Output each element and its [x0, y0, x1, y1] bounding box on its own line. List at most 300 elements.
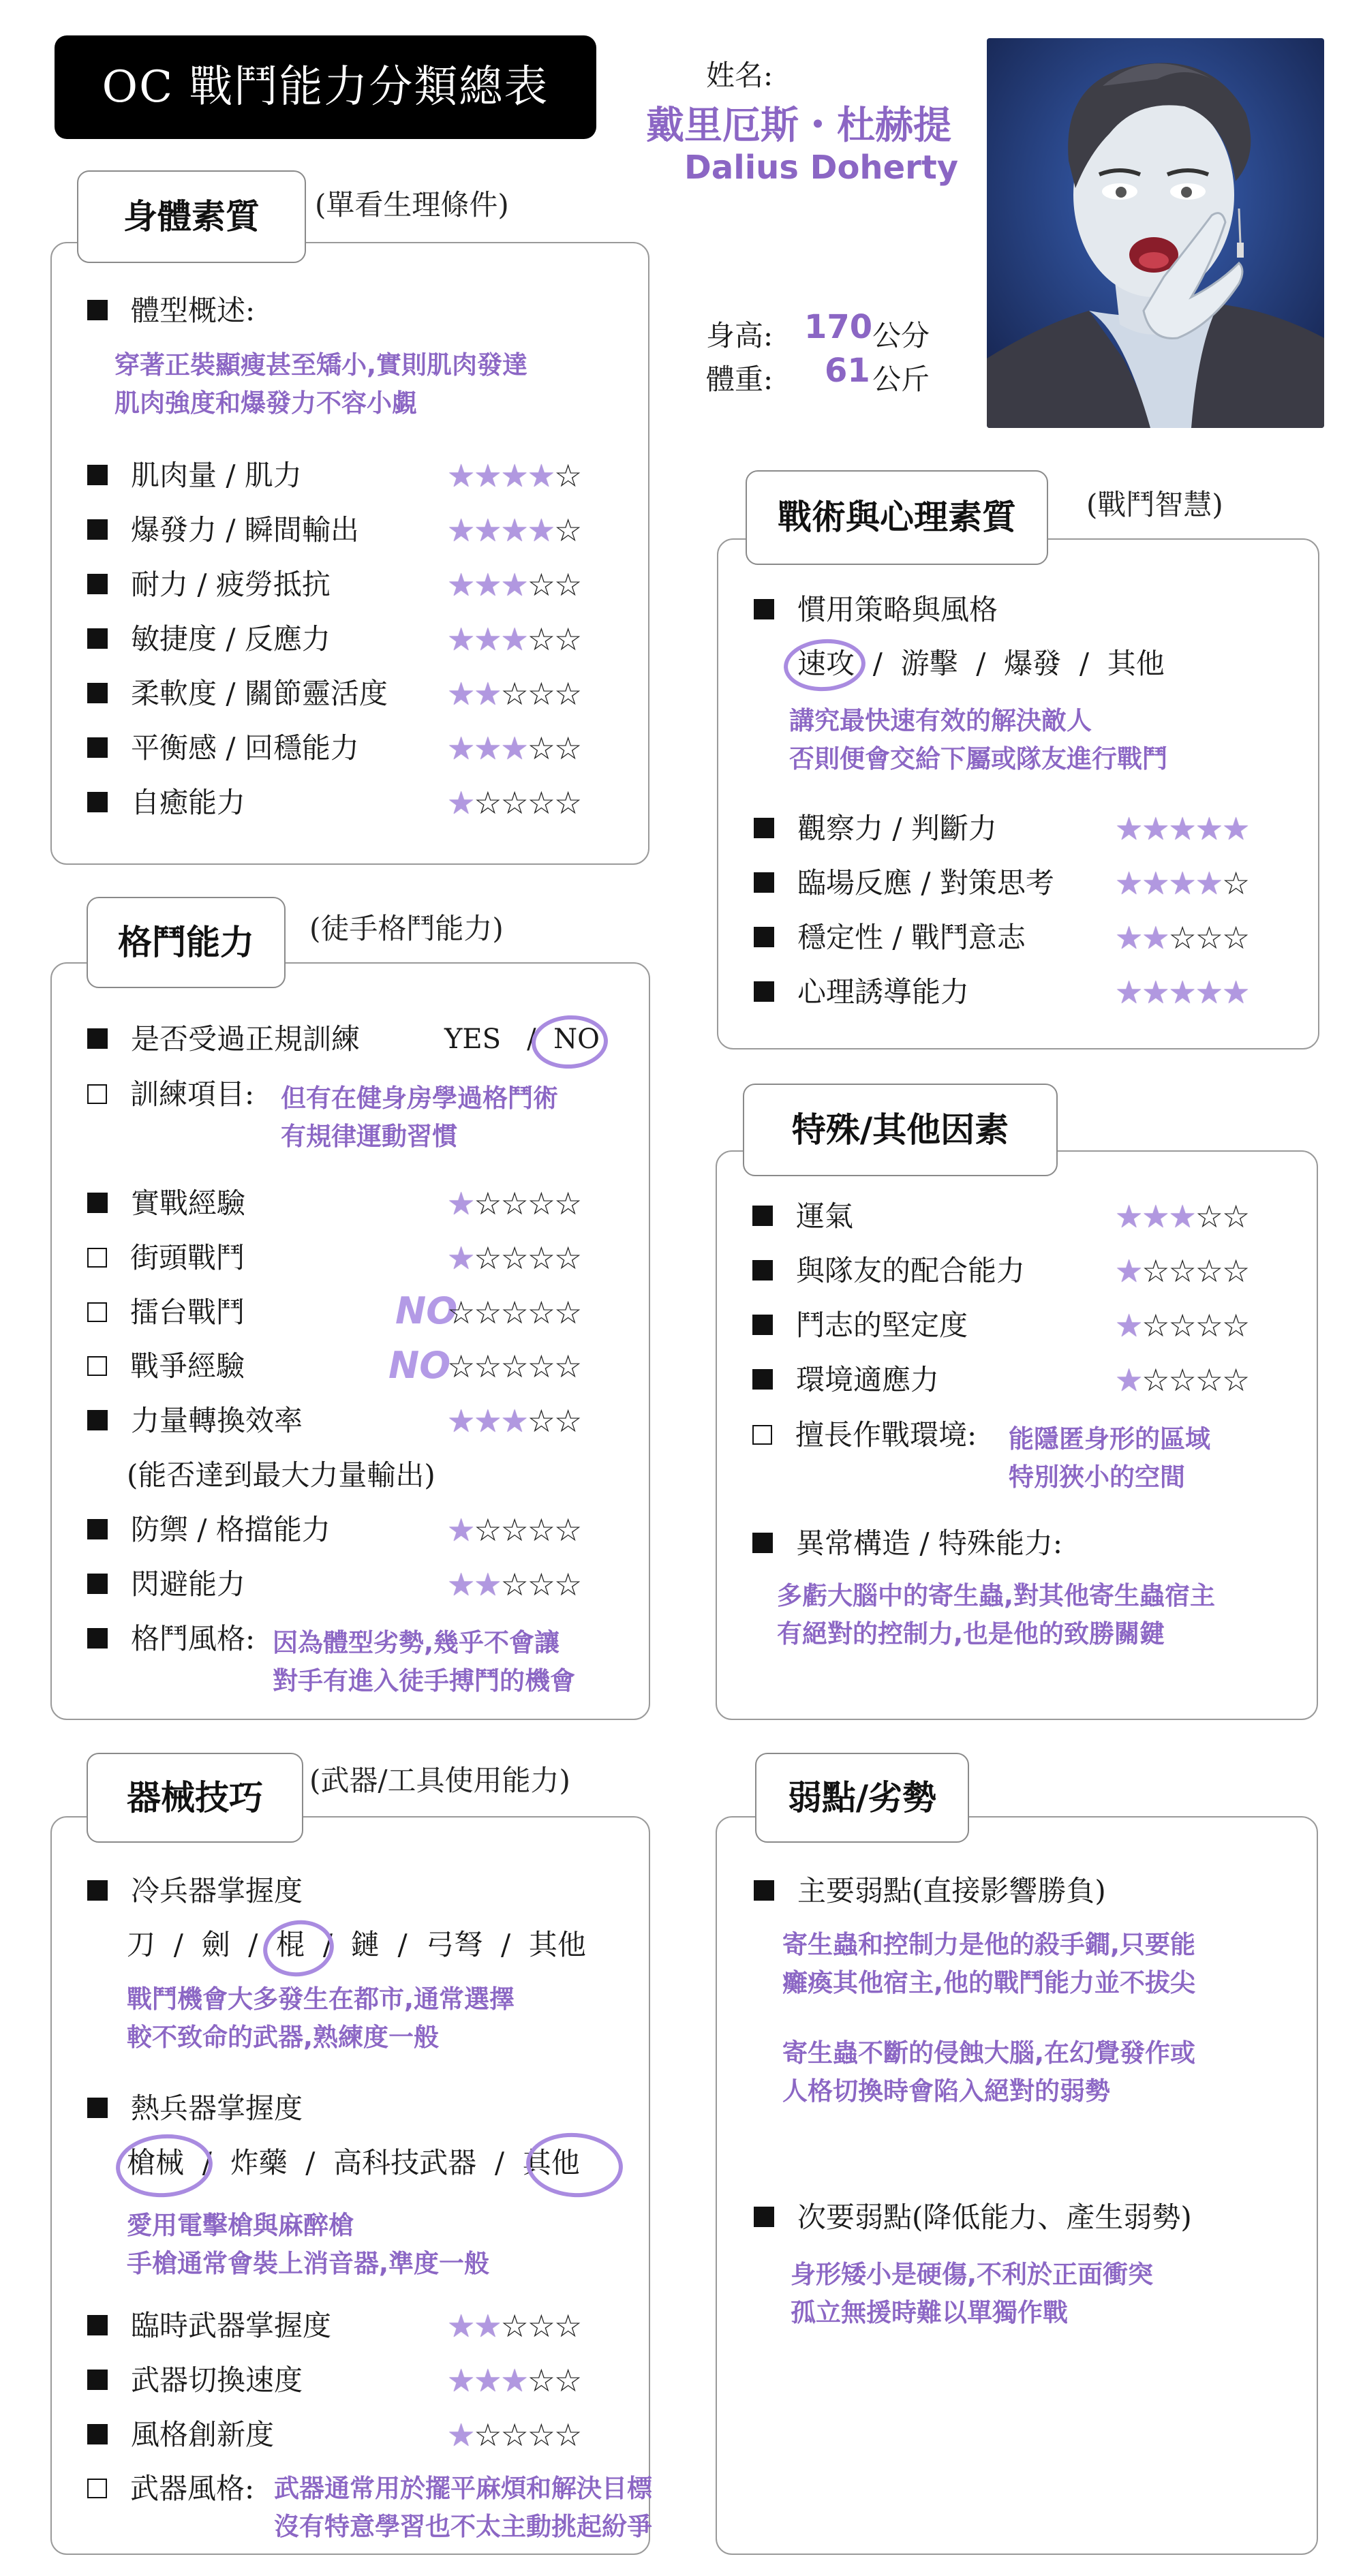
cold-weapon-options [127, 1926, 586, 1964]
rating-label: 觀察力 / 判斷力 [797, 812, 997, 845]
star-empty-icon: ☆ [527, 2362, 554, 2399]
star-filled-icon: ★ [1115, 1307, 1142, 1344]
star-empty-icon: ☆ [554, 1512, 581, 1548]
star-empty-icon: ☆ [500, 1566, 527, 1603]
star-empty-icon: ☆ [554, 730, 581, 767]
bullet-icon [87, 2424, 108, 2444]
option-separator: / [501, 1928, 511, 1961]
checkbox-icon [87, 1356, 107, 1376]
rating-label: 與隊友的配合能力 [796, 1254, 1026, 1287]
strategy-row [754, 591, 998, 629]
rating-label: 心理誘導能力 [797, 975, 970, 1009]
body-shape-desc [114, 346, 527, 423]
option-separator: / [173, 1928, 183, 1961]
rating-row [87, 457, 302, 495]
star-filled-icon: ★ [1222, 810, 1249, 847]
star-empty-icon: ☆ [554, 784, 581, 821]
star-empty-icon: ☆ [1195, 1362, 1222, 1398]
weight-label: 體重: [706, 363, 774, 396]
body-shape-desc-line: 肌肉強度和爆發力不容小覷 [114, 388, 417, 418]
strategy-option: 爆發 [1004, 647, 1062, 680]
main-weakness-desc-line: 寄生蟲和控制力是他的殺手鐧,只要能 [782, 1930, 1196, 1959]
rating-stars [447, 1184, 581, 1223]
star-filled-icon: ★ [1142, 919, 1169, 956]
option-separator: / [202, 2146, 212, 2179]
star-empty-icon: ☆ [1222, 1362, 1249, 1398]
star-empty-icon: ☆ [1222, 919, 1249, 956]
main-weakness-desc-1 [782, 1926, 1195, 2002]
rating-label: 武器切換速度 [131, 2363, 303, 2397]
ability-desc-line: 有絕對的控制力,也是他的致勝關鍵 [777, 1619, 1165, 1649]
body-section-tab: 身體素質 [77, 170, 306, 263]
fight-style-desc-line: 因為體型劣勢,幾乎不會讓 [273, 1628, 560, 1657]
option-separator: / [494, 2146, 505, 2179]
hot-weapon-desc [127, 2207, 489, 2283]
strategy-desc-line: 否則便會交給下屬或隊友進行戰鬥 [789, 744, 1167, 773]
star-filled-icon: ★ [1195, 865, 1222, 902]
rating-label: 實戰經驗 [131, 1186, 246, 1220]
star-filled-icon: ★ [500, 621, 527, 658]
rating-label: 風格創新度 [131, 2418, 275, 2451]
star-empty-icon: ☆ [500, 784, 527, 821]
main-weakness-desc-line: 人格切換時會陷入絕對的弱勢 [782, 2076, 1110, 2106]
bullet-icon [754, 1880, 774, 1901]
star-empty-icon: ☆ [527, 1240, 554, 1276]
training-desc-line: 但有在健身房學過格鬥術 [281, 1084, 558, 1113]
rating-stars [1115, 1361, 1249, 1399]
bullet-icon [754, 927, 774, 947]
body-section-card [50, 242, 649, 865]
star-filled-icon: ★ [474, 1402, 501, 1439]
power-label: 力量轉換效率 [131, 1404, 303, 1437]
minor-weakness-desc [791, 2256, 1153, 2332]
cold-weapon-label: 冷兵器掌握度 [131, 1874, 303, 1907]
star-filled-icon: ★ [1142, 865, 1169, 902]
rating-row [752, 1252, 1025, 1290]
fight-section-note: (徒手格鬥能力) [309, 912, 504, 945]
war-stars: ☆☆☆☆☆ [447, 1348, 581, 1385]
weapon-option: 鏈 [350, 1928, 380, 1961]
bullet-icon [752, 1369, 773, 1390]
star-empty-icon: ☆ [527, 1185, 554, 1222]
rating-label: 耐力 / 疲勞抵抗 [131, 568, 331, 601]
star-empty-icon: ☆ [554, 2307, 581, 2344]
bullet-icon [752, 1260, 773, 1281]
option-separator: / [527, 1024, 536, 1055]
star-empty-icon: ☆ [527, 2417, 554, 2453]
weapon-option: 刀 [127, 1928, 156, 1961]
bullet-icon [87, 2098, 108, 2118]
rating-row [87, 2361, 303, 2399]
star-filled-icon: ★ [447, 1402, 474, 1439]
rating-stars [447, 2307, 581, 2345]
star-empty-icon: ☆ [554, 1566, 581, 1603]
star-empty-icon: ☆ [554, 1240, 581, 1276]
minor-weakness-row [754, 2198, 1192, 2237]
fight-style-desc-line: 對手有進入徒手搏鬥的機會 [273, 1666, 575, 1696]
rating-stars [447, 2416, 581, 2454]
power-sub: (能否達到最大力量輸出) [127, 1458, 435, 1492]
rating-row [752, 1197, 853, 1236]
war-no-mark: NO [388, 1344, 451, 1387]
star-filled-icon: ★ [527, 512, 554, 549]
star-filled-icon: ★ [1142, 810, 1169, 847]
rating-row [87, 784, 245, 822]
main-weakness-desc-line: 癱瘓其他宿主,他的戰鬥能力並不拔尖 [782, 1968, 1196, 1997]
star-empty-icon: ☆ [554, 1185, 581, 1222]
power-row [87, 1402, 303, 1440]
option-no: NO [553, 1024, 600, 1055]
option-separator: / [1079, 647, 1090, 680]
cold-weapon-desc-line: 戰鬥機會大多發生在都市,通常選擇 [127, 1984, 515, 2014]
rating-stars [1115, 1306, 1249, 1345]
strategy-desc [789, 702, 1167, 778]
rating-row [87, 729, 359, 767]
power-stars [447, 1402, 581, 1440]
star-empty-icon: ☆ [474, 1185, 501, 1222]
rating-label: 平衡感 / 回穩能力 [131, 731, 359, 765]
star-filled-icon: ★ [1115, 1253, 1142, 1289]
rating-stars [1115, 810, 1249, 848]
cold-weapon-desc [127, 1980, 515, 2057]
rating-stars [1115, 1252, 1249, 1290]
env-desc [1009, 1420, 1210, 1497]
star-empty-icon: ☆ [1195, 919, 1222, 956]
training-desc-line: 有規律運動習慣 [281, 1122, 457, 1151]
bullet-icon [87, 519, 108, 540]
star-filled-icon: ★ [1115, 919, 1142, 956]
star-filled-icon: ★ [447, 2417, 474, 2453]
strategy-option: 速攻 [797, 647, 855, 680]
star-filled-icon: ★ [474, 621, 501, 658]
rating-row [87, 2416, 274, 2454]
tactics-section-note: (戰鬥智慧) [1086, 488, 1223, 521]
bullet-icon [87, 465, 108, 485]
star-filled-icon: ★ [1115, 865, 1142, 902]
war-label: 戰爭經驗 [130, 1349, 245, 1383]
star-filled-icon: ★ [447, 1185, 474, 1222]
height-unit: 公分 [872, 319, 930, 352]
dodge-stars [447, 1565, 581, 1604]
bullet-icon [87, 2370, 108, 2390]
bullet-icon [87, 1519, 108, 1539]
star-filled-icon: ★ [1168, 810, 1195, 847]
env-desc-line: 特別狹小的空間 [1009, 1462, 1185, 1492]
star-empty-icon: ☆ [1195, 1307, 1222, 1344]
star-filled-icon: ★ [447, 1240, 474, 1276]
rating-stars [447, 566, 581, 604]
rating-row [752, 1361, 939, 1399]
weapon-style-desc-line: 武器通常用於擺平麻煩和解決目標 [274, 2474, 652, 2503]
star-filled-icon: ★ [447, 1512, 474, 1548]
rating-stars [447, 729, 581, 767]
strategy-option: 其他 [1107, 647, 1165, 680]
star-filled-icon: ★ [1115, 1362, 1142, 1398]
weapon-option: 其他 [522, 2146, 580, 2179]
bullet-icon [754, 2207, 774, 2227]
option-separator: / [305, 2146, 316, 2179]
bullet-icon [754, 872, 774, 893]
star-empty-icon: ☆ [1222, 865, 1249, 902]
bullet-icon [87, 628, 108, 649]
star-filled-icon: ★ [1195, 810, 1222, 847]
main-weakness-desc-line: 寄生蟲不斷的侵蝕大腦,在幻覺發作或 [782, 2038, 1196, 2068]
star-empty-icon: ☆ [554, 2417, 581, 2453]
height-value: 170 [804, 308, 873, 346]
weapon-option: 槍械 [127, 2146, 185, 2179]
star-filled-icon: ★ [447, 2362, 474, 2399]
bullet-icon [87, 683, 108, 703]
rating-stars [1115, 1197, 1249, 1236]
star-empty-icon: ☆ [554, 512, 581, 549]
strategy-option: 游擊 [900, 647, 958, 680]
dodge-label: 閃避能力 [131, 1567, 246, 1601]
character-name-en: Dalius Doherty [684, 149, 959, 187]
weapon-style-label: 武器風格: [130, 2472, 255, 2505]
weapon-option: 劍 [201, 1928, 230, 1961]
star-filled-icon: ★ [447, 512, 474, 549]
bullet-icon [87, 1628, 108, 1649]
star-empty-icon: ☆ [474, 784, 501, 821]
star-empty-icon: ☆ [1222, 1198, 1249, 1235]
star-empty-icon: ☆ [554, 2362, 581, 2399]
star-empty-icon: ☆ [527, 730, 554, 767]
star-empty-icon: ☆ [1222, 1253, 1249, 1289]
weapon-option: 其他 [528, 1928, 586, 1961]
name-label: 姓名: [706, 59, 774, 92]
body-shape-desc-line: 穿著正裝顯瘦甚至矯小,實則肌肉發達 [114, 350, 528, 380]
rating-stars [1115, 919, 1249, 957]
star-filled-icon: ★ [500, 2362, 527, 2399]
rating-row [87, 566, 331, 604]
arena-stars: ☆☆☆☆☆ [447, 1294, 581, 1331]
star-empty-icon: ☆ [500, 1240, 527, 1276]
star-filled-icon: ★ [447, 675, 474, 712]
rating-stars [447, 1239, 581, 1277]
star-empty-icon: ☆ [527, 784, 554, 821]
star-empty-icon: ☆ [1168, 1307, 1195, 1344]
defense-stars [447, 1511, 581, 1549]
main-weakness-row [754, 1872, 1106, 1910]
star-empty-icon: ☆ [1142, 1362, 1169, 1398]
star-filled-icon: ★ [500, 566, 527, 603]
weapon-style-row [87, 2470, 254, 2508]
rating-stars [447, 457, 581, 495]
rating-stars [1115, 864, 1249, 902]
arena-label: 擂台戰鬥 [130, 1295, 245, 1329]
height-label: 身高: [706, 319, 774, 352]
star-filled-icon: ★ [1115, 974, 1142, 1011]
star-filled-icon: ★ [1115, 1198, 1142, 1235]
star-filled-icon: ★ [1195, 974, 1222, 1011]
star-filled-icon: ★ [500, 730, 527, 767]
ability-desc [777, 1577, 1215, 1653]
minor-weakness-label: 次要弱點(降低能力、產生弱勢) [797, 2201, 1192, 2234]
star-empty-icon: ☆ [1195, 1253, 1222, 1289]
rating-label: 穩定性 / 戰鬥意志 [797, 921, 1026, 954]
checkbox-icon [87, 1084, 107, 1104]
rating-label: 臨場反應 / 對策思考 [797, 866, 1054, 900]
star-empty-icon: ☆ [500, 2307, 527, 2344]
star-filled-icon: ★ [474, 2307, 501, 2344]
training-row [87, 1075, 254, 1114]
star-empty-icon: ☆ [1168, 919, 1195, 956]
star-filled-icon: ★ [1142, 1198, 1169, 1235]
checkbox-icon [752, 1425, 772, 1445]
rating-stars [447, 784, 581, 822]
env-row [752, 1416, 977, 1454]
star-empty-icon: ☆ [527, 1512, 554, 1548]
weight-value: 61 [825, 352, 870, 390]
cold-weapon-row [87, 1872, 303, 1910]
star-empty-icon: ☆ [500, 2417, 527, 2453]
bullet-icon [754, 981, 774, 1002]
weapon-option: 棍 [276, 1928, 305, 1961]
star-empty-icon: ☆ [527, 566, 554, 603]
checkbox-icon [87, 1302, 107, 1322]
weapon-section-tab: 器械技巧 [87, 1753, 303, 1843]
star-filled-icon: ★ [1168, 1198, 1195, 1235]
rating-label: 運氣 [796, 1199, 854, 1233]
rating-label: 肌肉量 / 肌力 [131, 459, 302, 492]
star-empty-icon: ☆ [1142, 1307, 1169, 1344]
star-filled-icon: ★ [1115, 810, 1142, 847]
weight-unit: 公斤 [872, 363, 930, 396]
character-name-cn: 戴里厄斯・杜赫提 [646, 104, 951, 148]
weakness-section-tab: 弱點/劣勢 [755, 1753, 969, 1843]
bullet-icon [752, 1206, 773, 1226]
special-section-tab: 特殊/其他因素 [743, 1084, 1058, 1176]
option-separator: / [248, 1928, 258, 1961]
star-empty-icon: ☆ [500, 1512, 527, 1548]
star-empty-icon: ☆ [500, 1185, 527, 1222]
minor-weakness-desc-line: 身形矮小是硬傷,不利於正面衝突 [791, 2260, 1154, 2289]
rating-label: 街頭戰鬥 [130, 1241, 245, 1274]
star-empty-icon: ☆ [554, 1402, 581, 1439]
star-filled-icon: ★ [500, 457, 527, 494]
weapon-style-desc-line: 沒有特意學習也不太主動挑起紛爭 [274, 2512, 652, 2541]
star-filled-icon: ★ [474, 675, 501, 712]
star-empty-icon: ☆ [554, 566, 581, 603]
bullet-icon [87, 1880, 108, 1901]
rating-row [754, 864, 1054, 902]
star-empty-icon: ☆ [474, 1512, 501, 1548]
rating-row [754, 919, 1026, 957]
rating-label: 自癒能力 [131, 786, 246, 819]
rating-label: 臨時武器掌握度 [131, 2309, 332, 2342]
body-shape-row [87, 292, 255, 330]
star-filled-icon: ★ [447, 730, 474, 767]
rating-row [754, 973, 969, 1011]
star-filled-icon: ★ [447, 2307, 474, 2344]
bullet-icon [87, 574, 108, 594]
trained-row [87, 1020, 360, 1058]
bullet-icon [87, 1574, 108, 1594]
bullet-icon [752, 1315, 773, 1335]
star-filled-icon: ★ [474, 1566, 501, 1603]
star-empty-icon: ☆ [527, 1566, 554, 1603]
minor-weakness-desc-line: 孤立無援時難以單獨作戰 [791, 2298, 1068, 2327]
fight-style-row [87, 1620, 255, 1658]
weapon-section-note: (武器/工具使用能力) [309, 1764, 570, 1797]
rating-stars [447, 511, 581, 549]
bullet-icon [87, 300, 108, 320]
main-weakness-desc-2 [782, 2034, 1195, 2111]
star-filled-icon: ★ [527, 457, 554, 494]
weapon-option: 弓弩 [425, 1928, 483, 1961]
rating-row [87, 1239, 245, 1277]
war-row [87, 1347, 245, 1385]
portrait-illustration [987, 38, 1324, 428]
ability-row [752, 1524, 1062, 1563]
rating-label: 環境適應力 [796, 1363, 940, 1396]
strategy-label: 慣用策略與風格 [797, 593, 998, 626]
fight-section-tab: 格鬥能力 [87, 897, 286, 988]
star-empty-icon: ☆ [1195, 1198, 1222, 1235]
star-empty-icon: ☆ [1168, 1362, 1195, 1398]
env-label: 擅長作戰環境: [795, 1418, 977, 1452]
fight-style-desc [273, 1624, 575, 1700]
rating-stars [447, 620, 581, 658]
fight-style-label: 格鬥風格: [131, 1622, 256, 1655]
star-filled-icon: ★ [447, 1566, 474, 1603]
hot-weapon-label: 熱兵器掌握度 [131, 2091, 303, 2125]
star-empty-icon: ☆ [554, 621, 581, 658]
star-filled-icon: ★ [447, 784, 474, 821]
star-filled-icon: ★ [447, 566, 474, 603]
star-filled-icon: ★ [474, 457, 501, 494]
star-empty-icon: ☆ [527, 2307, 554, 2344]
option-yes: YES [444, 1024, 502, 1055]
star-empty-icon: ☆ [474, 2417, 501, 2453]
defense-row [87, 1511, 331, 1549]
bullet-icon [87, 737, 108, 758]
rating-row [87, 1184, 245, 1223]
body-section-note: (單看生理條件) [315, 188, 509, 221]
rating-row [752, 1306, 968, 1345]
bullet-icon [87, 1193, 108, 1213]
cold-weapon-desc-line: 較不致命的武器,熟練度一般 [127, 2023, 440, 2052]
defense-label: 防禦 / 格擋能力 [131, 1513, 331, 1546]
rating-stars [1115, 973, 1249, 1011]
bullet-icon [752, 1533, 773, 1553]
star-empty-icon: ☆ [554, 457, 581, 494]
body-shape-label: 體型概述: [131, 294, 256, 327]
star-filled-icon: ★ [474, 566, 501, 603]
star-empty-icon: ☆ [500, 675, 527, 712]
star-filled-icon: ★ [447, 457, 474, 494]
option-separator: / [976, 647, 986, 680]
training-desc [281, 1079, 558, 1156]
star-filled-icon: ★ [474, 512, 501, 549]
star-empty-icon: ☆ [1142, 1253, 1169, 1289]
bullet-icon [87, 1410, 108, 1430]
strategy-desc-line: 講究最快速有效的解決敵人 [789, 706, 1092, 735]
rating-label: 敏捷度 / 反應力 [131, 622, 331, 656]
star-filled-icon: ★ [1168, 974, 1195, 1011]
bullet-icon [754, 818, 774, 838]
star-empty-icon: ☆ [1222, 1307, 1249, 1344]
hot-weapon-desc-line: 手槍通常會裝上消音器,準度一般 [127, 2249, 490, 2278]
option-separator: / [872, 647, 883, 680]
arena-no-mark: NO [395, 1289, 458, 1332]
bullet-icon [754, 599, 774, 619]
rating-row [87, 2307, 331, 2345]
checkbox-icon [87, 1248, 107, 1268]
hot-weapon-desc-line: 愛用電擊槍與麻醉槍 [127, 2211, 354, 2240]
hot-weapon-row [87, 2089, 303, 2128]
star-filled-icon: ★ [500, 1402, 527, 1439]
